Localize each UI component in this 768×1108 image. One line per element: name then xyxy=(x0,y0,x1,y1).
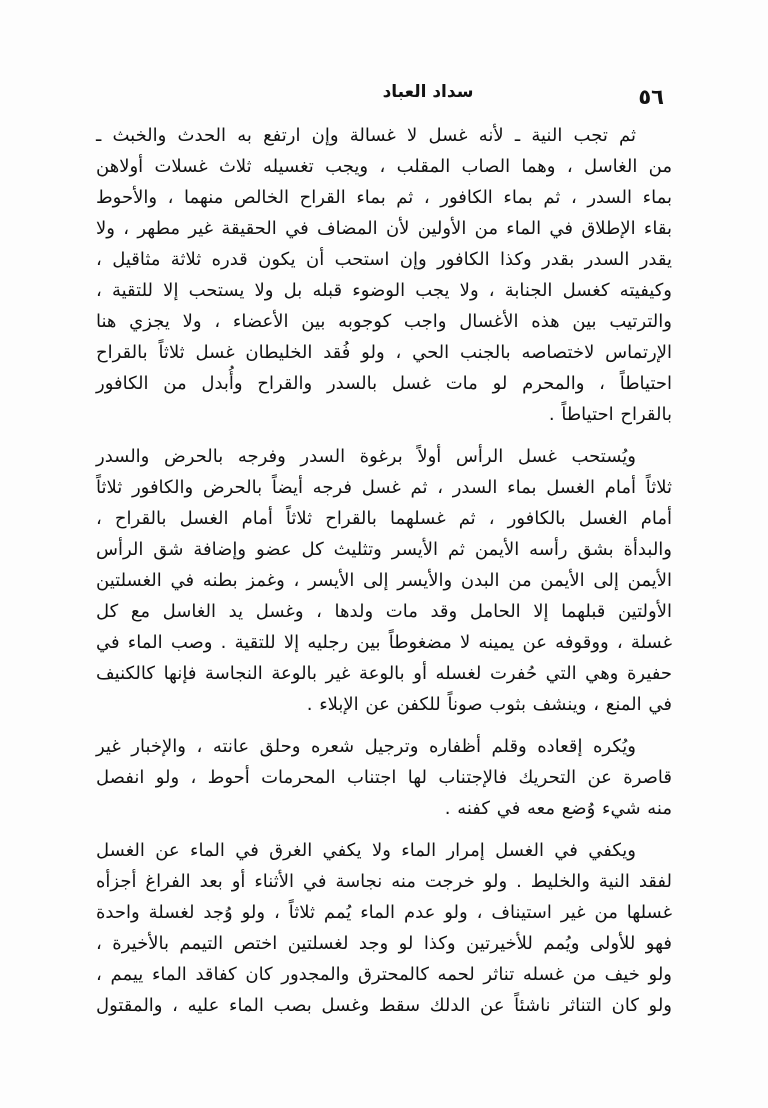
page-header xyxy=(96,82,672,108)
text-line: لفقد النية والخليط . ولو خرجت منه نجاسة في الأثناء أو بعد الفراغ أجزأه xyxy=(96,871,672,892)
text-line: ولو خيف من غسله تناثر لحمه كالمحترق والمجدور كان كفاقد الماء ييمم ، xyxy=(96,964,672,985)
text-line: وكيفيته كغسل الجنابة ، ولا يجب الوضوء قبله بل ولا يستحب إلا للتقية ، xyxy=(96,280,672,301)
text-line: ثلاثاً أمام الغسل بماء السدر ، ثم غسل فرجه أيضاً بالحرض والكافور ثلاثاً xyxy=(96,477,672,498)
paragraph-4 xyxy=(96,835,672,1021)
text-line: والبدأة بشق رأسه الأيمن ثم الأيسر وتثليث كل عضو وإضافة شق الرأس xyxy=(96,539,672,560)
text-line: يقدر السدر بقدر وكذا الكافور وإن استحب أن يكون قدره ثلاثة مثاقيل ، xyxy=(96,249,672,270)
text-line: احتياطاً ، والمحرم لو مات غسل بالسدر والقراح وأُبدل من الكافور xyxy=(96,373,672,394)
text-line: ثم تجب النية ـ لأنه غسل لا غسالة وإن ارتفع به الحدث والخبث ـ xyxy=(96,125,636,146)
text-line: فهو للأولى ويُمم للأخيرتين وكذا لو وجد لغسلتين اختص التيمم بالأخيرة ، xyxy=(96,933,672,954)
text-line: من الغاسل ، وهما الصاب المقلب ، ويجب تغسيله ثلاث غسلات أولاهن xyxy=(96,156,672,177)
text-line: بقاء الإطلاق في الماء من الأولين لأن المضاف في الحقيقة غير مطهر ، ولا xyxy=(96,218,672,239)
text-line: غسلة ، ووقوفه عن يمينه لا مضغوطاً بين رجليه إلا للتقية . وصب الماء في xyxy=(96,632,672,653)
paragraph-3 xyxy=(96,731,672,824)
text-line: والترتيب بين هذه الأغسال واجب كوجوبه بين الأعضاء ، ولا يجزي هنا xyxy=(96,311,672,332)
text-line: منه شيء وُضع معه في كفنه . xyxy=(444,798,672,819)
book-title: سداد العباد xyxy=(382,82,474,102)
text-line: بالقراح احتياطاً . xyxy=(548,404,672,425)
page-number: ٥٦ xyxy=(638,85,664,109)
page-body xyxy=(96,120,672,1032)
text-line: قاصرة عن التحريك فالإجتناب لها اجتناب المحرمات أحوط ، ولو انفصل xyxy=(96,767,672,788)
text-line: ولو كان التناثر ناشئاً عن الدلك سقط وغسل بصب الماء عليه ، والمقتول xyxy=(96,995,672,1016)
text-line: الأيمن إلى الأيمن من البدن والأيسر إلى الأيسر ، وغمز بطنه في الغسلتين xyxy=(96,570,672,591)
paragraph-1 xyxy=(96,120,672,430)
text-line: حفيرة وهي التي حُفرت لغسله أو بالوعة غير بالوعة النجاسة فإنها كالكنيف xyxy=(96,663,672,684)
text-line: ويُستحب غسل الرأس أولاً برغوة السدر وفرجه بالحرض والسدر xyxy=(96,446,636,467)
text-line: غسلها من غير استيناف ، ولو عدم الماء يُمم ثلاثاً ، ولو وُجد لغسلة واحدة xyxy=(96,902,672,923)
text-line: أمام الغسل بالكافور ، ثم غسلهما بالقراح ثلاثاً أمام الغسل بالقراح ، xyxy=(96,508,672,529)
text-line: الأولتين قبلهما إلا الحامل وقد مات ولدها ، وغسل يد الغاسل مع كل xyxy=(96,601,672,622)
text-line: الإرتماس لاختصاصه بالجنب الحي ، ولو فُقد الخليطان غسل ثلاثاً بالقراح xyxy=(96,342,672,363)
text-line: ويُكره إقعاده وقلم أظفاره وترجيل شعره وحلق عانته ، والإخبار غير xyxy=(96,736,636,757)
text-line: بماء السدر ، ثم بماء الكافور ، ثم بماء القراح الخالص منهما ، والأحوط xyxy=(96,187,672,208)
text-line: في المنع ، وينشف بثوب صوناً للكفن عن الإبلاء . xyxy=(306,694,672,715)
text-line: ويكفي في الغسل إمرار الماء ولا يكفي الغرق في الماء عن الغسل xyxy=(96,840,636,861)
paragraph-2 xyxy=(96,441,672,720)
